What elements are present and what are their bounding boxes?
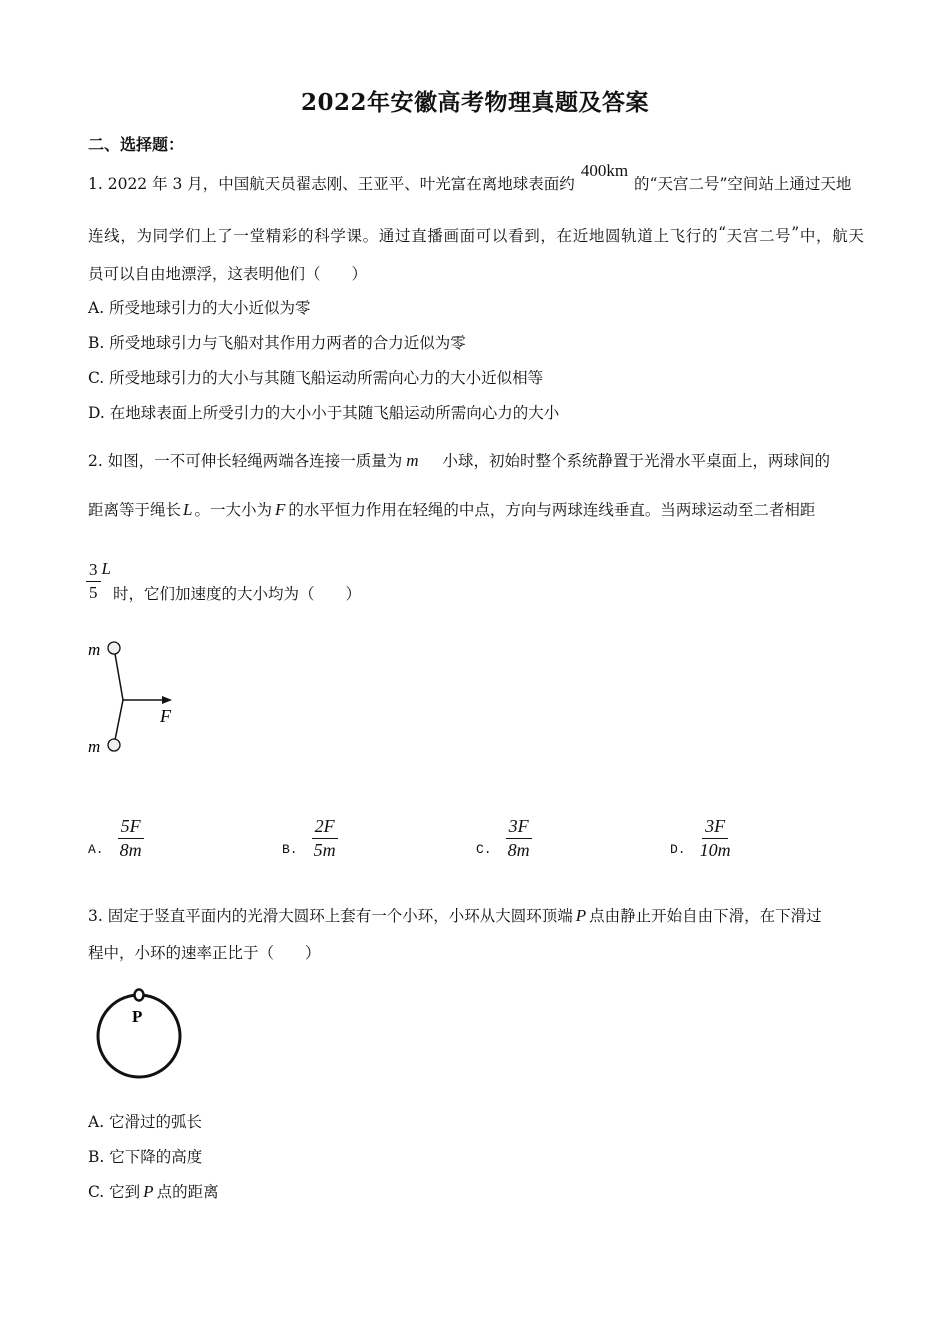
q1-line2-char: 们 [184, 227, 201, 245]
ball-top [108, 642, 120, 654]
q2-line2 [88, 498, 815, 520]
q1-line2-char: 天 [726, 227, 743, 245]
q1-line2-char: 科 [314, 227, 330, 245]
q1-line2-char: 中 [799, 227, 816, 245]
label-F: F [160, 706, 171, 726]
q2-line2-c: 的水平恒力作用在轻绳的中点，方向与两球连线垂直。当两球运动至二者相距 [288, 501, 816, 519]
q3-option-c-pre: C. 它到 [88, 1183, 141, 1201]
q2-line3 [86, 560, 361, 602]
section-heading: 二、选择题： [88, 135, 185, 154]
q2-option-a-label: A. [88, 841, 104, 857]
q1-line2-char: 连 [88, 227, 104, 245]
q2-option-a [88, 816, 144, 860]
q1-line3: 员可以自由地漂浮，这表明他们（ ） [88, 265, 368, 283]
q1-line2-char: 地 [588, 227, 605, 245]
rope-upper [114, 648, 123, 700]
q3-line1-post: 点由静止开始自由下滑，在下滑过 [589, 907, 822, 925]
q3-point-P: P [575, 906, 587, 925]
q2-option-c-frac [506, 816, 532, 860]
q3-option-c-post: 点的距离 [156, 1183, 219, 1201]
q2-option-a-den: 8m [119, 839, 142, 860]
q1-line1-post: 的“天宫二号”空间站上通过天地 [634, 175, 852, 193]
q3-figure [90, 982, 190, 1082]
small-ring [135, 990, 144, 1001]
q1-line2-char: 天 [848, 227, 864, 245]
q2-line3-post: 时，它们加速度的大小均为（ ） [112, 585, 361, 604]
q1-option-b: B. 所受地球引力与飞船对其作用力两者的合力近似为零 [88, 334, 466, 352]
q3-line2: 程中，小环的速率正比于（ ） [88, 944, 321, 962]
q1-line1 [88, 161, 852, 194]
q1-line2-char: 行 [685, 227, 702, 245]
q2-figure [80, 630, 190, 760]
q1-line2-char: 了 [217, 227, 233, 245]
q2-option-d-label: D. [670, 841, 686, 857]
q2-fraction-num: 3 [86, 560, 101, 582]
q1-line2-char: 堂 [249, 227, 266, 245]
q1-line2-char: 学 [330, 227, 346, 245]
q3-line1 [88, 904, 822, 926]
q2-option-c-num: 3F [506, 816, 532, 839]
q1-line2-char: 轨 [621, 227, 637, 245]
q1-line2-char: 过 [394, 227, 411, 245]
q2-option-a-frac [118, 816, 144, 860]
q2-option-b-num: 2F [312, 816, 338, 839]
q1-line2-char: 可 [475, 227, 492, 245]
q2-option-b-frac [312, 816, 338, 860]
q2-fraction-den: 5 [89, 582, 98, 602]
q1-line2-char: 播 [427, 227, 443, 245]
q2-distance-fraction [86, 560, 101, 602]
q1-line2-char: 直 [411, 227, 427, 245]
q2-line2-a: 距离等于绳长 [88, 501, 182, 519]
q1-distance: 400km [580, 161, 629, 180]
q1-line2-char: ， [120, 227, 136, 245]
q1-line2-char: ， [816, 227, 832, 245]
q2-option-c-den: 8m [507, 839, 530, 860]
q2-option-b-label: B. [282, 841, 298, 857]
page-title: 2022年安徽高考物理真题及答案 [300, 89, 649, 116]
q1-line2-char: 的 [701, 227, 718, 245]
q1-line2-char: 的 [298, 227, 314, 245]
q1-line2-char: ” [791, 224, 800, 242]
q3-option-a: A. 它滑过的弧长 [88, 1113, 203, 1131]
q1-line2-char: 。 [362, 227, 379, 245]
q1-line2-char: 彩 [281, 227, 298, 245]
q2-line2-b: 。一大小为 [194, 501, 272, 519]
q1-line1-pre: 1. 2022 年 3 月，中国航天员翟志刚、王亚平、叶光富在离地球表面约 [88, 175, 575, 193]
q1-line2-char: 线 [104, 227, 120, 245]
label-m-bottom: m [88, 737, 101, 756]
q1-line2-char: 到 [524, 227, 540, 245]
q2-line1-pre: 2. 如图，一不可伸长轻绳两端各连接一质量为 [88, 452, 403, 470]
q1-line2-char: 课 [346, 227, 363, 245]
rope-lower [114, 700, 123, 745]
q1-line2-char: 精 [265, 227, 282, 245]
ball-bottom [108, 739, 120, 751]
q1-line2-char: 飞 [669, 227, 686, 245]
q1-line2-char: 近 [572, 227, 589, 245]
q2-line1 [88, 449, 830, 471]
q1-line2-char: 圆 [605, 227, 621, 245]
q2-option-b-den: 5m [313, 839, 336, 860]
q1-option-a: A. 所受地球引力的大小近似为零 [88, 299, 311, 317]
q2-option-d-den: 10m [699, 839, 731, 860]
q1-line2-char: 道 [637, 227, 653, 245]
q1-line2-char: “ [718, 224, 727, 242]
q1-line2-char: ， [540, 227, 556, 245]
q3-option-c-var: P [143, 1182, 154, 1201]
q2-option-b [282, 816, 338, 860]
q1-line2-char: 以 [491, 227, 508, 245]
q1-line2 [88, 224, 864, 246]
q1-line2-char: 看 [508, 227, 524, 245]
q1-line2-char: 一 [233, 227, 249, 245]
q2-option-c [476, 816, 532, 860]
q1-line2-char: 在 [556, 227, 573, 245]
q2-mass: m [406, 451, 419, 470]
q1-line2-char: 上 [201, 227, 217, 245]
q1-line2-char: 学 [168, 227, 185, 245]
q2-option-a-num: 5F [118, 816, 144, 839]
q3-option-b: B. 它下降的高度 [88, 1148, 203, 1166]
q1-line2-char: 航 [832, 227, 848, 245]
q1-option-d: D. 在地球表面上所受引力的大小小于其随飞船运动所需向心力的大小 [88, 404, 560, 422]
q3-option-c [88, 1180, 219, 1202]
q2-line1-post: 小球，初始时整个系统静置于光滑水平桌面上，两球间的 [442, 452, 831, 470]
label-m-top: m [88, 640, 101, 659]
q2-option-d-num: 3F [702, 816, 728, 839]
q3-line1-pre: 3. 固定于竖直平面内的光滑大圆环上套有一个小环，小环从大圆环顶端 [88, 907, 573, 925]
q1-option-c: C. 所受地球引力的大小与其随飞船运动所需向心力的大小近似相等 [88, 369, 544, 387]
q2-force-var: F [275, 500, 286, 519]
force-arrow-head [162, 696, 172, 704]
q1-line2-char: 二 [758, 227, 775, 245]
q2-option-d [670, 816, 731, 860]
q1-line2-char: 为 [136, 227, 152, 245]
q1-line2-char: 上 [653, 227, 669, 245]
q2-option-d-frac [700, 816, 731, 860]
q1-line2-char: 宫 [742, 227, 759, 245]
q1-line2-char: 面 [459, 227, 476, 245]
q1-line2-char: 号 [775, 227, 791, 245]
q1-line2-char: 通 [378, 227, 395, 245]
q2-length-var: L [183, 500, 193, 519]
q2-fraction-L: L [101, 559, 111, 579]
label-P: P [132, 1007, 143, 1026]
q1-line2-char: 画 [443, 227, 459, 245]
q1-line2-char: 同 [152, 227, 169, 245]
q2-option-c-label: C. [476, 841, 492, 857]
